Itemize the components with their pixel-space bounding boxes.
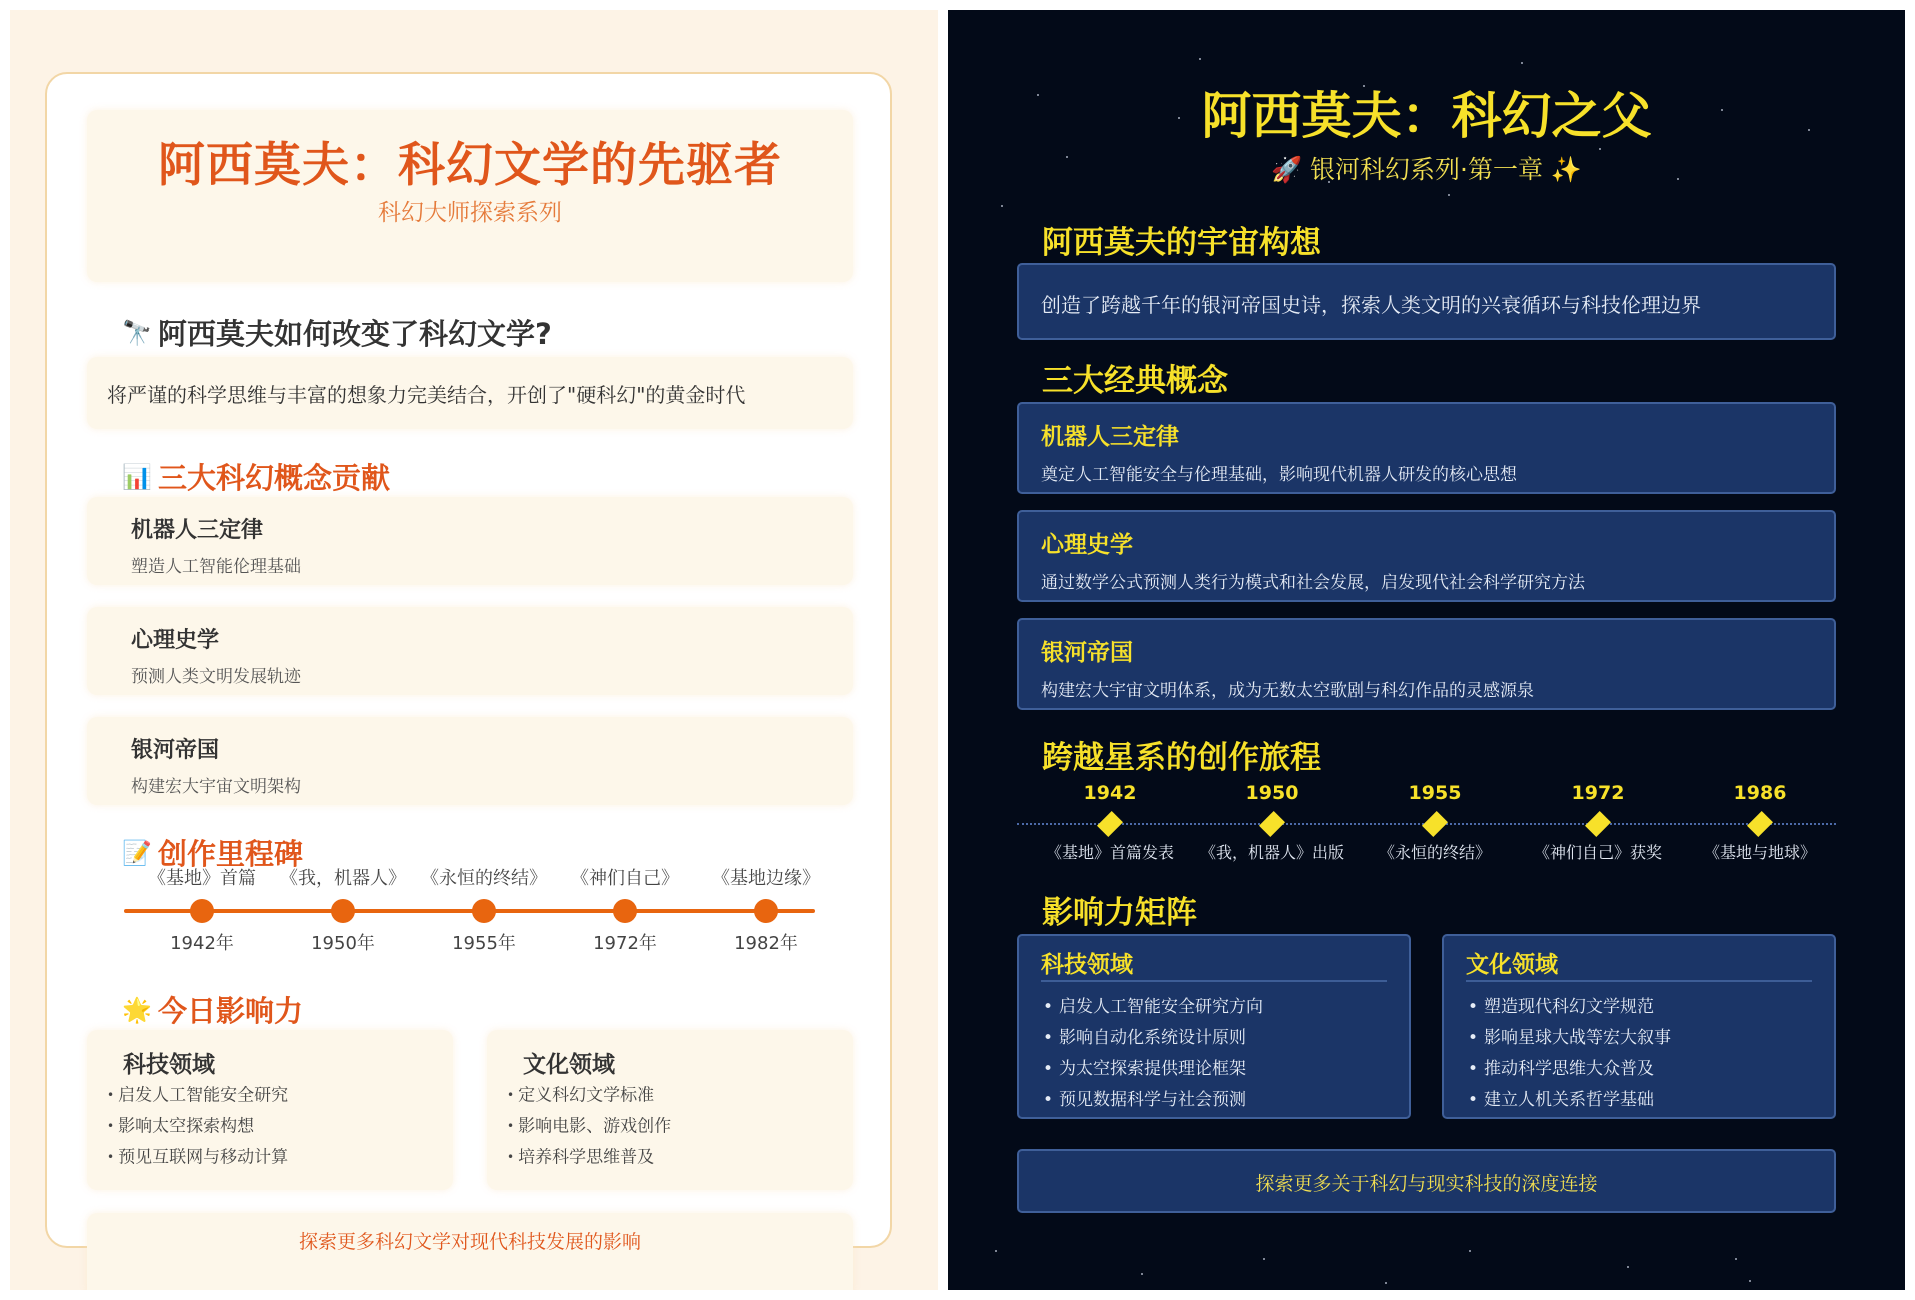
timeline-item: [1680, 780, 1840, 863]
concept-desc: 预测人类文明发展轨迹: [131, 667, 301, 687]
concepts-heading: 三大经典概念: [1042, 363, 1228, 399]
list-item: • 塑造现代科幻文学规范: [1468, 992, 1671, 1023]
concept-title: 银河帝国: [1041, 640, 1133, 666]
concept-desc: 奠定人工智能安全与伦理基础，影响现代机器人研发的核心思想: [1041, 465, 1517, 485]
concept-desc: 塑造人工智能伦理基础: [131, 557, 301, 577]
vision-card: [1017, 263, 1836, 340]
list-item: • 启发人工智能安全研究: [107, 1080, 288, 1111]
list-item: • 影响电影、游戏创作: [507, 1111, 671, 1142]
light-page-title: 阿西莫夫：科幻文学的先驱者: [158, 138, 782, 193]
timeline-dot: [754, 899, 778, 923]
timeline-label: 《神们自己》: [571, 868, 679, 889]
timeline-dot: [472, 899, 496, 923]
telescope-icon: 🔭: [122, 318, 152, 347]
timeline-item: [414, 865, 554, 955]
memo-icon: 📝: [122, 838, 152, 867]
concept-title: 银河帝国: [131, 738, 220, 763]
concept-title: 心理史学: [1041, 532, 1133, 558]
list-item: • 影响自动化系统设计原则: [1043, 1023, 1263, 1054]
light-footer-link[interactable]: [87, 1213, 853, 1290]
concepts-heading: [122, 456, 390, 497]
list-item: • 影响星球大战等宏大叙事: [1468, 1023, 1671, 1054]
diamond-marker-icon: [1422, 811, 1448, 837]
vision-text: 创造了跨越千年的银河帝国史诗，探索人类文明的兴衰循环与科技伦理边界: [1041, 293, 1701, 317]
timeline-year: 1950: [1245, 782, 1299, 804]
impact-tech-title: 科技领域: [123, 1052, 215, 1078]
timeline-dot: [331, 899, 355, 923]
creation-timeline: [1017, 780, 1836, 870]
light-theme-panel: [10, 10, 938, 1290]
concept-card: [87, 717, 853, 805]
matrix-culture-card: [1442, 934, 1836, 1119]
dark-footer-text[interactable]: 探索更多关于科幻与现实科技的深度连接: [1255, 1173, 1598, 1195]
concept-desc: 构建宏大宇宙文明体系，成为无数太空歌剧与科幻作品的灵感源泉: [1041, 681, 1534, 701]
light-page-subtitle: 科幻大师探索系列: [378, 200, 562, 226]
timeline-year: 1986: [1733, 782, 1787, 804]
concept-card: [1017, 402, 1836, 494]
impact-tech-card: [87, 1030, 453, 1190]
impact-culture-list: [507, 1080, 671, 1173]
list-item: • 预见互联网与移动计算: [107, 1142, 288, 1173]
light-footer-text[interactable]: 探索更多科幻文学对现代科技发展的影响: [298, 1231, 641, 1253]
timeline-dot: [190, 899, 214, 923]
impact-heading: [122, 989, 303, 1030]
bar-chart-icon: 📊: [122, 462, 152, 491]
timeline-caption: 《基地与地球》: [1703, 843, 1816, 862]
concept-desc: 构建宏大宇宙文明架构: [131, 777, 301, 797]
list-item: • 影响太空探索构想: [107, 1111, 288, 1142]
timeline-caption: 《神们自己》获奖: [1533, 843, 1662, 862]
impact-culture-card: [487, 1030, 853, 1190]
timeline-caption: 《基地》首篇发表: [1045, 843, 1174, 862]
glowing-star-icon: 🌟: [122, 995, 152, 1024]
timeline-item: [555, 865, 695, 955]
timeline-year: 1982年: [734, 933, 798, 954]
timeline-year: 1972年: [593, 933, 657, 954]
timeline-label: 《永恒的终结》: [421, 868, 547, 889]
concept-card: [87, 497, 853, 585]
timeline-item: [1355, 780, 1515, 863]
matrix-culture-title: 文化领域: [1466, 952, 1558, 978]
matrix-culture-list: [1468, 992, 1671, 1116]
timeline-label: 《我，机器人》: [280, 868, 406, 889]
timeline-item: [1518, 780, 1678, 863]
list-item: • 定义科幻文学标准: [507, 1080, 671, 1111]
divider: [1041, 980, 1387, 982]
timeline-year: 1942: [1083, 782, 1137, 804]
concept-desc: 通过数学公式预测人类行为模式和社会发展，启发现代社会科学研究方法: [1041, 573, 1585, 593]
intro-box: [87, 357, 853, 429]
list-item: • 为太空探索提供理论框架: [1043, 1054, 1263, 1085]
matrix-tech-title: 科技领域: [1041, 952, 1133, 978]
impact-heading-text: 今日影响力: [158, 994, 304, 1028]
timeline-item: [1030, 780, 1190, 863]
milestone-timeline: [124, 865, 824, 965]
milestones-heading-text: 创作里程碑: [158, 837, 304, 871]
timeline-dot: [613, 899, 637, 923]
list-item: • 启发人工智能安全研究方向: [1043, 992, 1263, 1023]
matrix-tech-card: [1017, 934, 1411, 1119]
concept-title: 机器人三定律: [131, 518, 264, 543]
intro-text: 将严谨的科学思维与丰富的想象力完美结合，开创了"硬科幻"的黄金时代: [107, 383, 746, 407]
divider: [1466, 980, 1812, 982]
concept-title: 心理史学: [131, 628, 220, 653]
dark-theme-panel: [948, 10, 1905, 1290]
vision-heading: 阿西莫夫的宇宙构想: [1042, 225, 1321, 261]
diamond-marker-icon: [1585, 811, 1611, 837]
timeline-caption: 《永恒的终结》: [1378, 843, 1491, 862]
concepts-heading-text: 三大科幻概念贡献: [158, 461, 391, 495]
timeline-item: [132, 865, 272, 955]
list-item: • 培养科学思维普及: [507, 1142, 671, 1173]
concept-title: 机器人三定律: [1041, 424, 1179, 450]
timeline-item: [696, 865, 836, 955]
timeline-year: 1972: [1571, 782, 1625, 804]
concept-card: [1017, 618, 1836, 710]
intro-heading-text: 阿西莫夫如何改变了科幻文学?: [158, 317, 552, 351]
list-item: • 建立人机关系哲学基础: [1468, 1085, 1671, 1116]
timeline-item: [1192, 780, 1352, 863]
light-header: [87, 110, 853, 282]
timeline-heading: 跨越星系的创作旅程: [1042, 740, 1321, 776]
timeline-label: 《基地边缘》: [712, 868, 820, 889]
dark-page-title: 阿西莫夫：科幻之父: [1201, 87, 1652, 145]
timeline-label: 《基地》首篇: [148, 868, 256, 889]
timeline-year: 1950年: [311, 933, 375, 954]
concept-card: [87, 607, 853, 695]
timeline-caption: 《我，机器人》出版: [1199, 843, 1344, 862]
diamond-marker-icon: [1259, 811, 1285, 837]
matrix-tech-list: [1043, 992, 1263, 1116]
intro-heading: [122, 312, 552, 353]
diamond-marker-icon: [1097, 811, 1123, 837]
concept-card: [1017, 510, 1836, 602]
timeline-item: [273, 865, 413, 955]
dark-page-subtitle: 🚀 银河科幻系列·第一章 ✨: [1270, 155, 1583, 184]
dark-footer-link[interactable]: [1017, 1149, 1836, 1213]
timeline-year: 1942年: [170, 933, 234, 954]
timeline-year: 1955: [1408, 782, 1462, 804]
list-item: • 推动科学思维大众普及: [1468, 1054, 1671, 1085]
list-item: • 预见数据科学与社会预测: [1043, 1085, 1263, 1116]
matrix-heading: 影响力矩阵: [1042, 895, 1197, 931]
impact-tech-list: [107, 1080, 288, 1173]
diamond-marker-icon: [1747, 811, 1773, 837]
impact-culture-title: 文化领域: [523, 1052, 615, 1078]
timeline-year: 1955年: [452, 933, 516, 954]
